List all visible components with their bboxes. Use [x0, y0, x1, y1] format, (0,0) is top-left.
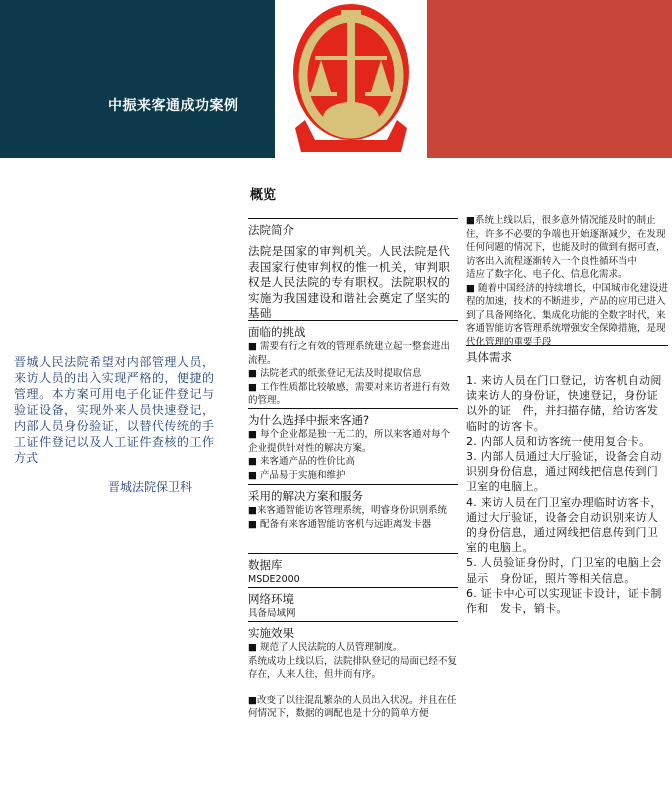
- list-item: 系统成功上线以后，法院排队登记的局面已经不复存在，人来人往，但井而有序。: [248, 655, 458, 680]
- paragraph: ■ 随着中国经济的持续增长，中国城市化建设进程的加速，技术的不断进步，产品的应用已进入到了具备网络化、集成化功能的全数字时代，来客通智能访客管理系统增强安全保障措施，是现代化管理的重要手段: [466, 282, 668, 348]
- signature: 晋城法院保卫科: [108, 480, 193, 494]
- list-item: ■来客通智能访客管理系统，明睿身份识别系统: [248, 505, 447, 516]
- list-item: ■ 配备有来客通智能访客机与远距离发卡器: [248, 518, 431, 530]
- list-item: ■ 来客通产品的性价比高: [248, 456, 355, 467]
- section-challenges: [248, 320, 458, 408]
- page-title: 中振来客通成功案例: [108, 98, 239, 114]
- section-title: 采用的解决方案和服务: [248, 489, 363, 503]
- list-item: ■ 法院老式的纸张登记无法及时提取信息: [248, 368, 422, 379]
- section-title: 为什么选择中振来客通?: [248, 413, 370, 427]
- list-item: ■ 需要有行之有效的管理系统建立起一整套进出流程。: [248, 341, 450, 366]
- list-item: 1. 来访人员在门口登记，访客机自动阅读来访人的身份证，快速登记，身份证以外的证 件，并扫描存储，给访客发临时的访客卡。: [466, 374, 662, 433]
- section-database: [248, 553, 458, 587]
- section-solution: [248, 484, 458, 531]
- section-text: 法院是国家的审判机关。人民法院是代表国家行使审判权的惟一机关，审判职权是人民法院的专有职权。法院职权的实施为我国建设和谐社会奠定了坚实的基础: [248, 244, 451, 320]
- section-title: 网络环境: [248, 592, 294, 606]
- list-item: 4. 来访人员在门卫室办理临时访客卡，通过大厅验证，设备会自动识别来访人的身份信息，通过网线把信息传到门卫室的电脑上。: [466, 495, 662, 555]
- section-requirements: [466, 345, 668, 616]
- list-item: ■ 每个企业都是独一无二的，所以来客通对每个企业提供针对性的解决方案。: [248, 429, 450, 454]
- court-emblem-icon: [275, 0, 427, 158]
- section-effect: [248, 621, 458, 721]
- intro-text: 晋城人民法院希望对内部管理人员，来访人员的出入实现严格的，便捷的管理。本方案可用电子化证件登记与验证设备，实现外来人员快速登记，内部人员身份验证，以替代传统的手工证件登记以及人工证件查核的工作方式: [14, 355, 214, 465]
- list-item: 3. 内部人员通过大厅验证，设备会自动识别身份信息，通过网线把信息传到门卫室的电脑上。: [466, 450, 662, 494]
- list-item: ■改变了以往混乱繁杂的人员出入状况。并且在任何情况下，数据的调配也是十分的简单方便: [248, 694, 457, 719]
- section-why: [248, 408, 458, 482]
- section-value: 具备局域网: [248, 608, 296, 619]
- header-teal-panel: [0, 0, 275, 158]
- header-red-panel: [427, 0, 672, 158]
- section-title: 实施效果: [248, 626, 294, 640]
- list-item: ■ 产品易于实施和维护: [248, 469, 346, 481]
- section-title: 具体需求: [466, 350, 512, 364]
- section-network: [248, 587, 458, 621]
- section-title: 面临的挑战: [248, 325, 306, 339]
- list-item: ■ 规范了人民法院的人员管理制度。: [248, 642, 403, 653]
- section-title: 法院简介: [248, 223, 294, 237]
- section-value: MSDE2000: [248, 574, 300, 585]
- list-item: 5. 人员验证身份时，门卫室的电脑上会显示 身份证，照片等相关信息。: [466, 556, 662, 585]
- overview-heading: 概览: [250, 188, 277, 203]
- list-item: 2. 内部人员和访客统一使用复合卡。: [466, 434, 651, 448]
- section-title: 数据库: [248, 558, 283, 572]
- section-court-intro: [248, 218, 458, 322]
- paragraph: 适应了数字化、电子化、信息化需求。: [466, 269, 628, 280]
- list-item: 6. 证卡中心可以实现证卡设计，证卡制作和 发卡，销卡。: [466, 586, 662, 616]
- requirements-list: [466, 373, 668, 616]
- paragraph: ■系统上线以后，很多意外情况能及时的制止住，许多不必要的争端也开始逐渐减少，在发现任何问题的情况下，也能及时的做到有据可查，访客出入流程逐渐转入一个良性循环当中: [466, 215, 666, 267]
- right-paragraphs: [466, 214, 668, 349]
- list-item: ■ 工作性质都比较敏感，需要对来访者进行有效的管理。: [248, 381, 450, 406]
